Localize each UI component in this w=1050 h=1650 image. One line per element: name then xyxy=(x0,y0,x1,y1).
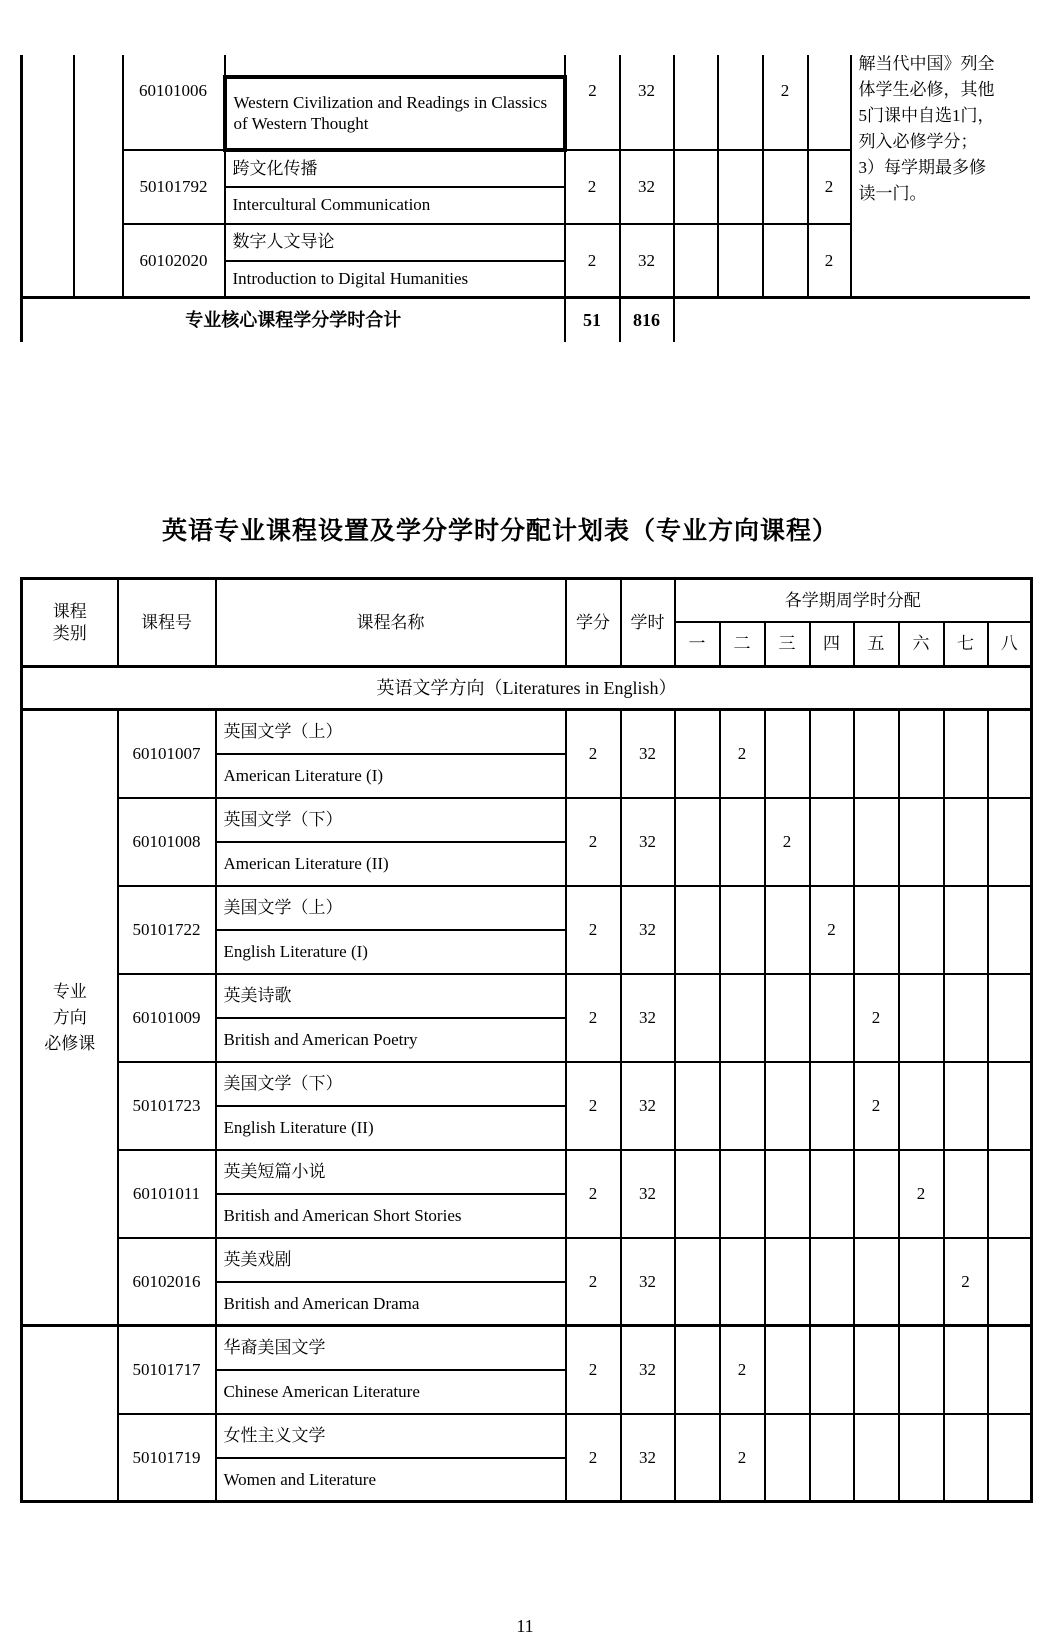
sem-cell xyxy=(675,974,720,1062)
sem-cell: 2 xyxy=(720,1414,765,1502)
sem-cell xyxy=(988,1238,1032,1326)
course-name-en: English Literature (II) xyxy=(216,1106,566,1150)
sem-cell xyxy=(854,1326,899,1414)
sem-cell xyxy=(899,710,944,798)
sem-cell xyxy=(988,974,1032,1062)
core-courses-table xyxy=(20,55,1030,342)
sem-cell: 2 xyxy=(854,974,899,1062)
sem-cell xyxy=(765,710,810,798)
sem-cell xyxy=(810,1326,854,1414)
sem-cell: 2 xyxy=(763,55,808,150)
course-code: 60101006 xyxy=(123,55,225,150)
sem-cell xyxy=(720,1062,765,1150)
hours-cell: 32 xyxy=(621,1062,675,1150)
sem-cell xyxy=(854,886,899,974)
hours-cell: 32 xyxy=(621,974,675,1062)
sem-cell xyxy=(988,1414,1032,1502)
hours-cell: 32 xyxy=(620,150,674,224)
sem-cell xyxy=(674,224,718,298)
hours-cell: 32 xyxy=(621,1150,675,1238)
course-code: 50101722 xyxy=(118,886,216,974)
course-name-zh: 英国文学（上） xyxy=(216,710,566,754)
sem-cell xyxy=(810,974,854,1062)
sem-cell: 2 xyxy=(899,1150,944,1238)
course-name-zh-clipped xyxy=(225,55,565,77)
sem-cell xyxy=(765,1238,810,1326)
course-name-en: American Literature (II) xyxy=(216,842,566,886)
category-label-line: 专业 xyxy=(52,981,87,1001)
course-code: 50101719 xyxy=(118,1414,216,1502)
course-name-en: Introduction to Digital Humanities xyxy=(225,261,565,298)
page-title: 英语专业课程设置及学分学时分配计划表（专业方向课程） xyxy=(161,517,838,545)
course-name-zh: 美国文学（上） xyxy=(216,886,566,930)
notes-line: 解当代中国》列全 xyxy=(858,55,995,73)
course-name-zh: 女性主义文学 xyxy=(216,1414,566,1458)
category-label xyxy=(22,710,118,1326)
category-label-line: 必修课 xyxy=(44,1033,96,1053)
course-code: 50101717 xyxy=(118,1326,216,1414)
course-name-zh: 英美诗歌 xyxy=(216,974,566,1018)
sem-cell xyxy=(765,1326,810,1414)
course-name-zh: 英美戏剧 xyxy=(216,1238,566,1282)
sem-cell: 2 xyxy=(720,1326,765,1414)
sem-cell xyxy=(675,1326,720,1414)
sem-cell xyxy=(854,710,899,798)
sem-cell xyxy=(675,1062,720,1150)
sem-cell xyxy=(810,1150,854,1238)
sem-cell xyxy=(765,1150,810,1238)
header-sem-8: 八 xyxy=(988,622,1032,667)
hours-cell: 32 xyxy=(621,798,675,886)
course-name-zh: 英国文学（下） xyxy=(216,798,566,842)
sem-cell xyxy=(720,886,765,974)
sem-cell xyxy=(810,798,854,886)
course-name-zh: 数字人文导论 xyxy=(225,224,565,261)
header-sem-2: 二 xyxy=(720,622,765,667)
sem-cell xyxy=(899,974,944,1062)
hours-cell: 32 xyxy=(621,1326,675,1414)
sem-cell xyxy=(899,1062,944,1150)
sem-cell xyxy=(944,1062,988,1150)
sem-cell xyxy=(675,1150,720,1238)
sem-cell xyxy=(763,224,808,298)
course-code: 60102016 xyxy=(118,1238,216,1326)
category-column-1 xyxy=(22,55,74,298)
sem-cell xyxy=(718,150,763,224)
hours-cell: 32 xyxy=(621,1414,675,1502)
sem-cell xyxy=(944,886,988,974)
header-sem-7: 七 xyxy=(944,622,988,667)
header-sem-4: 四 xyxy=(810,622,854,667)
credits-cell: 2 xyxy=(566,710,621,798)
sem-cell xyxy=(810,710,854,798)
sem-cell xyxy=(765,1062,810,1150)
header-category-line2: 类别 xyxy=(52,623,87,643)
credits-cell: 2 xyxy=(566,1238,621,1326)
sem-cell: 2 xyxy=(808,224,851,298)
course-name-en: British and American Short Stories xyxy=(216,1194,566,1238)
course-code: 60102020 xyxy=(123,224,225,298)
header-credits: 学分 xyxy=(566,579,621,667)
sem-cell xyxy=(944,1414,988,1502)
course-code: 60101011 xyxy=(118,1150,216,1238)
course-name-zh: 英美短篇小说 xyxy=(216,1150,566,1194)
sem-cell xyxy=(674,150,718,224)
sem-cell xyxy=(808,55,851,150)
course-name-en: English Literature (I) xyxy=(216,930,566,974)
course-name-zh: 美国文学（下） xyxy=(216,1062,566,1106)
sem-cell xyxy=(988,886,1032,974)
header-sem-6: 六 xyxy=(899,622,944,667)
notes-line: 读一门。 xyxy=(858,184,927,203)
credits-cell: 2 xyxy=(566,1062,621,1150)
sem-cell xyxy=(720,974,765,1062)
sem-cell xyxy=(854,798,899,886)
sem-cell xyxy=(988,1150,1032,1238)
sem-cell xyxy=(763,150,808,224)
summary-hours: 816 xyxy=(620,298,674,343)
credits-cell: 2 xyxy=(566,1326,621,1414)
direction-courses-table xyxy=(20,577,1033,1503)
sem-cell xyxy=(854,1238,899,1326)
credits-cell: 2 xyxy=(565,224,620,298)
sem-cell xyxy=(899,1326,944,1414)
hours-cell: 32 xyxy=(621,710,675,798)
notes-cell xyxy=(851,55,1031,298)
hours-cell: 32 xyxy=(621,886,675,974)
sem-cell xyxy=(810,1238,854,1326)
header-sem-group: 各学期周学时分配 xyxy=(675,579,1032,622)
sem-cell xyxy=(988,798,1032,886)
sem-cell xyxy=(944,1326,988,1414)
header-category-line1: 课程 xyxy=(52,602,87,622)
header-hours: 学时 xyxy=(621,579,675,667)
sem-cell xyxy=(720,798,765,886)
header-sem-5: 五 xyxy=(854,622,899,667)
course-code: 60101008 xyxy=(118,798,216,886)
sem-cell: 2 xyxy=(765,798,810,886)
header-name: 课程名称 xyxy=(216,579,566,667)
sem-cell xyxy=(899,1414,944,1502)
sem-cell xyxy=(675,886,720,974)
course-code: 60101007 xyxy=(118,710,216,798)
sem-cell xyxy=(899,886,944,974)
sem-cell xyxy=(765,974,810,1062)
sem-cell: 2 xyxy=(944,1238,988,1326)
sem-cell: 2 xyxy=(854,1062,899,1150)
course-code: 50101792 xyxy=(123,150,225,224)
credits-cell: 2 xyxy=(565,150,620,224)
category-label-empty xyxy=(22,1326,118,1502)
sem-cell xyxy=(988,710,1032,798)
header-category xyxy=(22,579,118,667)
notes-line: 3）每学期最多修 xyxy=(858,158,986,177)
sem-cell: 2 xyxy=(808,150,851,224)
sem-cell xyxy=(944,710,988,798)
credits-cell: 2 xyxy=(565,55,620,150)
sem-cell xyxy=(899,798,944,886)
sem-cell: 2 xyxy=(720,710,765,798)
course-name-en: American Literature (I) xyxy=(216,754,566,798)
course-name-en: Women and Literature xyxy=(216,1458,566,1502)
summary-label: 专业核心课程学分学时合计 xyxy=(22,298,565,343)
summary-credits: 51 xyxy=(565,298,620,343)
course-name-zh: 跨文化传播 xyxy=(225,150,565,187)
course-code: 50101723 xyxy=(118,1062,216,1150)
hours-cell: 32 xyxy=(621,1238,675,1326)
category-column-2 xyxy=(74,55,123,298)
summary-empty xyxy=(674,298,1031,343)
course-name-en: Western Civilization and Readings in Classics of Western Thought xyxy=(225,77,565,150)
sem-cell xyxy=(765,886,810,974)
sem-cell xyxy=(988,1326,1032,1414)
category-label-line: 方向 xyxy=(52,1007,87,1027)
sem-cell xyxy=(674,55,718,150)
sem-cell xyxy=(810,1414,854,1502)
sem-cell xyxy=(718,224,763,298)
sem-cell xyxy=(675,798,720,886)
credits-cell: 2 xyxy=(566,974,621,1062)
header-sem-3: 三 xyxy=(765,622,810,667)
credits-cell: 2 xyxy=(566,1414,621,1502)
sem-cell xyxy=(944,798,988,886)
credits-cell: 2 xyxy=(566,886,621,974)
credits-cell: 2 xyxy=(566,798,621,886)
sem-cell xyxy=(944,1150,988,1238)
course-code: 60101009 xyxy=(118,974,216,1062)
sem-cell xyxy=(854,1414,899,1502)
sem-cell: 2 xyxy=(810,886,854,974)
notes-line: 列入必修学分； xyxy=(858,132,978,151)
page-number: 11 xyxy=(516,1616,534,1636)
sem-cell xyxy=(988,1062,1032,1150)
course-name-en: British and American Drama xyxy=(216,1282,566,1326)
sem-cell xyxy=(720,1150,765,1238)
sem-cell xyxy=(854,1150,899,1238)
core-table-clip-region xyxy=(20,55,1030,342)
notes-line: 5门课中自选1门， xyxy=(858,106,995,125)
sem-cell xyxy=(810,1062,854,1150)
course-name-zh: 华裔美国文学 xyxy=(216,1326,566,1370)
sem-cell xyxy=(899,1238,944,1326)
section-header: 英语文学方向（Literatures in English） xyxy=(22,667,1032,710)
sem-cell xyxy=(944,974,988,1062)
course-name-en: Chinese American Literature xyxy=(216,1370,566,1414)
sem-cell xyxy=(720,1238,765,1326)
course-name-en: Intercultural Communication xyxy=(225,187,565,224)
sem-cell xyxy=(675,710,720,798)
header-code: 课程号 xyxy=(118,579,216,667)
sem-cell xyxy=(675,1238,720,1326)
hours-cell: 32 xyxy=(620,224,674,298)
header-sem-1: 一 xyxy=(675,622,720,667)
hours-cell: 32 xyxy=(620,55,674,150)
sem-cell xyxy=(765,1414,810,1502)
course-name-en: British and American Poetry xyxy=(216,1018,566,1062)
sem-cell xyxy=(718,55,763,150)
sem-cell xyxy=(675,1414,720,1502)
credits-cell: 2 xyxy=(566,1150,621,1238)
notes-line: 体学生必修，其他 xyxy=(858,80,995,99)
